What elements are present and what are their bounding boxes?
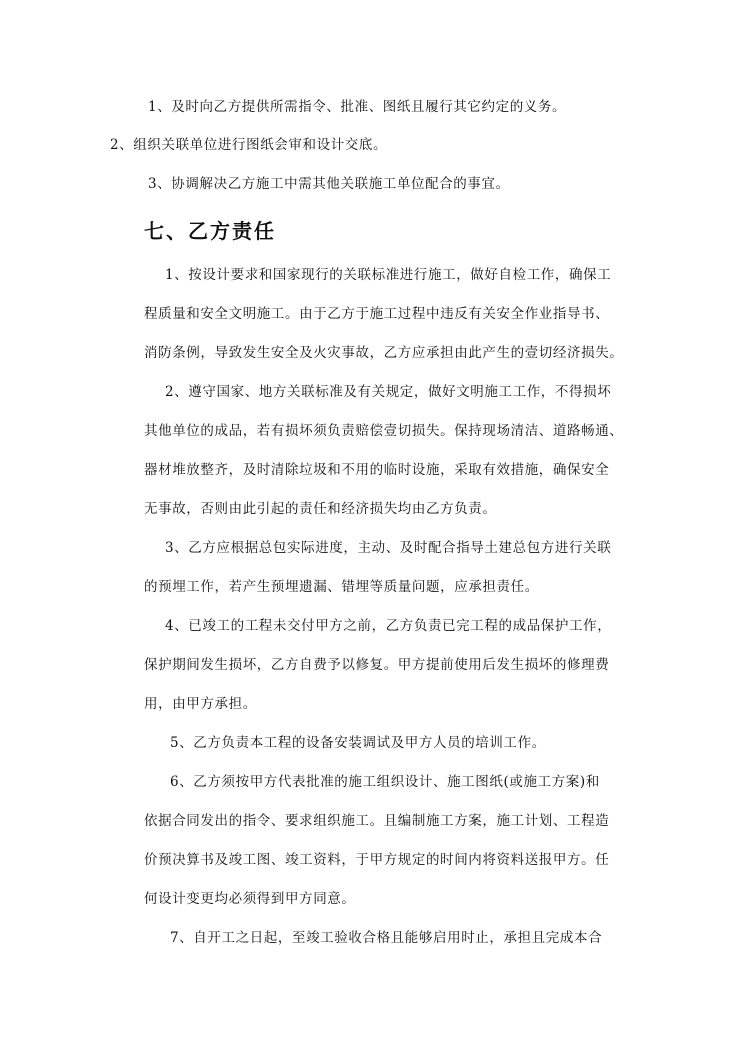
- obligation-item-3: 3、协调解决乙方施工中需其他关联施工单位配合的事宜。: [148, 176, 510, 192]
- paragraph-line: 消防条例，导致发生安全及火灾事故，乙方应承担由此产生的壹切经济损失。: [144, 345, 624, 361]
- paragraph-line: 保护期间发生损坏，乙方自费予以修复。甲方提前使用后发生损坏的修理费: [144, 657, 610, 673]
- paragraph-line: 的预埋工作，若产生预埋遗漏、错埋等质量问题，应承担责任。: [144, 579, 539, 595]
- paragraph-line: 程质量和安全文明施工。由于乙方于施工过程中违反有关安全作业指导书、: [144, 306, 610, 322]
- paragraph-line: 无事故，否则由此引起的责任和经济损失均由乙方负责。: [144, 501, 497, 517]
- paragraph-line: 5、乙方负责本工程的设备安装调试及甲方人员的培训工作。: [170, 735, 546, 751]
- paragraph-line: 6、乙方须按甲方代表批准的施工组织设计、施工图纸(或施工方案)和: [170, 774, 600, 790]
- section-heading: 七、乙方责任: [144, 219, 276, 243]
- paragraph-line: 2、遵守国家、地方关联标准及有关规定，做好文明施工工作，不得损坏: [165, 384, 612, 400]
- obligation-item-1: 1、及时向乙方提供所需指令、批准、图纸且履行其它约定的义务。: [148, 99, 567, 115]
- paragraph-line: 器材堆放整齐，及时清除垃圾和不用的临时设施，采取有效措施，确保安全: [144, 462, 610, 478]
- obligation-item-2: 2、组织关联单位进行图纸会审和设计交底。: [110, 137, 388, 153]
- paragraph-line: 价预决算书及竣工图、竣工资料，于甲方规定的时间内将资料送报甲方。任: [144, 852, 610, 868]
- paragraph-line: 7、自开工之日起，至竣工验收合格且能够启用时止，承担且完成本合: [170, 930, 603, 946]
- paragraph-line: 依据合同发出的指令、要求组织施工。且编制施工方案，施工计划、工程造: [144, 813, 610, 829]
- paragraph-line: 3、乙方应根据总包实际进度，主动、及时配合指导土建总包方进行关联: [165, 540, 612, 556]
- paragraph-line: 其他单位的成品，若有损坏须负责赔偿壹切损失。保持现场清洁、道路畅通、: [144, 423, 624, 439]
- paragraph-line: 何设计变更均必须得到甲方同意。: [144, 891, 356, 907]
- paragraph-line: 4、已竣工的工程未交付甲方之前，乙方负责已完工程的成品保护工作，: [165, 618, 612, 634]
- paragraph-line: 用，由甲方承担。: [144, 696, 257, 712]
- paragraph-line: 1、按设计要求和国家现行的关联标准进行施工，做好自检工作，确保工: [165, 267, 612, 283]
